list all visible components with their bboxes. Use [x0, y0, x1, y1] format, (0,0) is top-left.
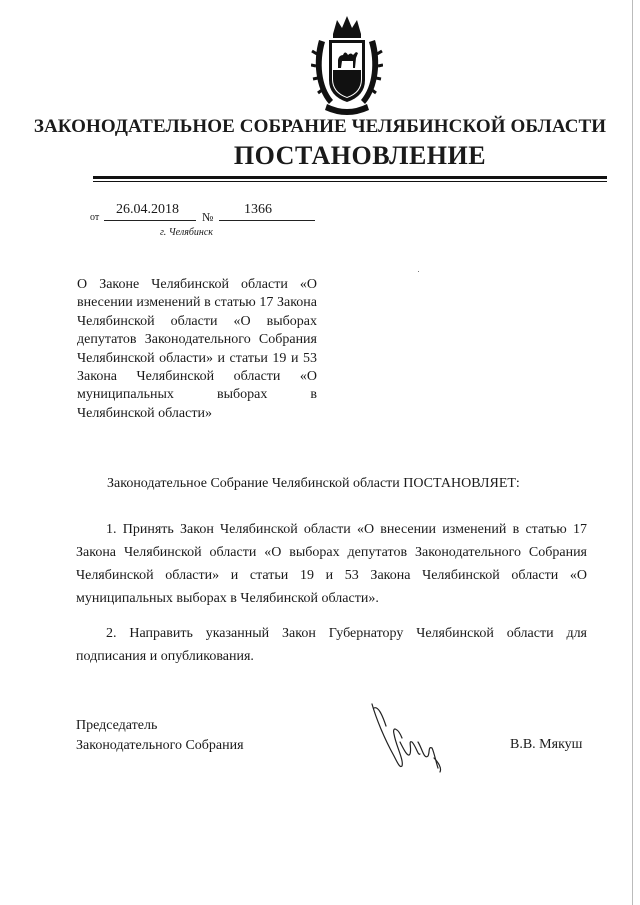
- organization-title: ЗАКОНОДАТЕЛЬНОЕ СОБРАНИЕ ЧЕЛЯБИНСКОЙ ОБЛАСТИ: [33, 116, 607, 137]
- scan-edge: [632, 0, 633, 905]
- document-subject: О Законе Челябинской области «О внесении изменений в статью 17 Закона Челябинской области «О выборах депутатов Законодательного Собрания Челябинской области» и статьи 19 и 53 Закона Челябинской области «О муниципальных выборах в Челябинской области»: [77, 277, 317, 421]
- date-prefix: от: [90, 212, 100, 223]
- number-prefix: №: [202, 210, 214, 224]
- document-number: 1366: [244, 202, 272, 217]
- resolves-clause: Законодательное Собрание Челябинской области ПОСТАНОВЛЯЕТ:: [107, 476, 520, 491]
- scan-speck: [418, 271, 419, 272]
- coat-of-arms-emblem: [311, 10, 383, 120]
- document-type-title: ПОСТАНОВЛЕНИЕ: [233, 141, 487, 170]
- signatory-title-line-1: Председатель: [76, 718, 158, 733]
- date-underline: [104, 220, 196, 221]
- signatory-name: В.В. Мякуш: [510, 737, 583, 752]
- city: г. Челябинск: [160, 227, 213, 238]
- handwritten-signature: [364, 698, 450, 778]
- header-rule-thick: [93, 176, 607, 179]
- paragraph-2: 2. Направить указанный Закон Губернатору Челябинской области для подписания и опубликования.: [76, 626, 587, 664]
- number-underline: [219, 220, 315, 221]
- header-rule-thin: [93, 181, 607, 182]
- signatory-title-line-2: Законодательного Собрания: [76, 738, 244, 753]
- document-date: 26.04.2018: [116, 202, 179, 217]
- paragraph-1: 1. Принять Закон Челябинской области «О внесении изменений в статью 17 Закона Челябинской области «О выборах депутатов Законодательного Собрания Челябинской области» и статьи 19 и 53 Закона Челябинской области «О муниципальных выборах в Челябинской области».: [76, 522, 587, 606]
- signatory-title: [76, 716, 244, 756]
